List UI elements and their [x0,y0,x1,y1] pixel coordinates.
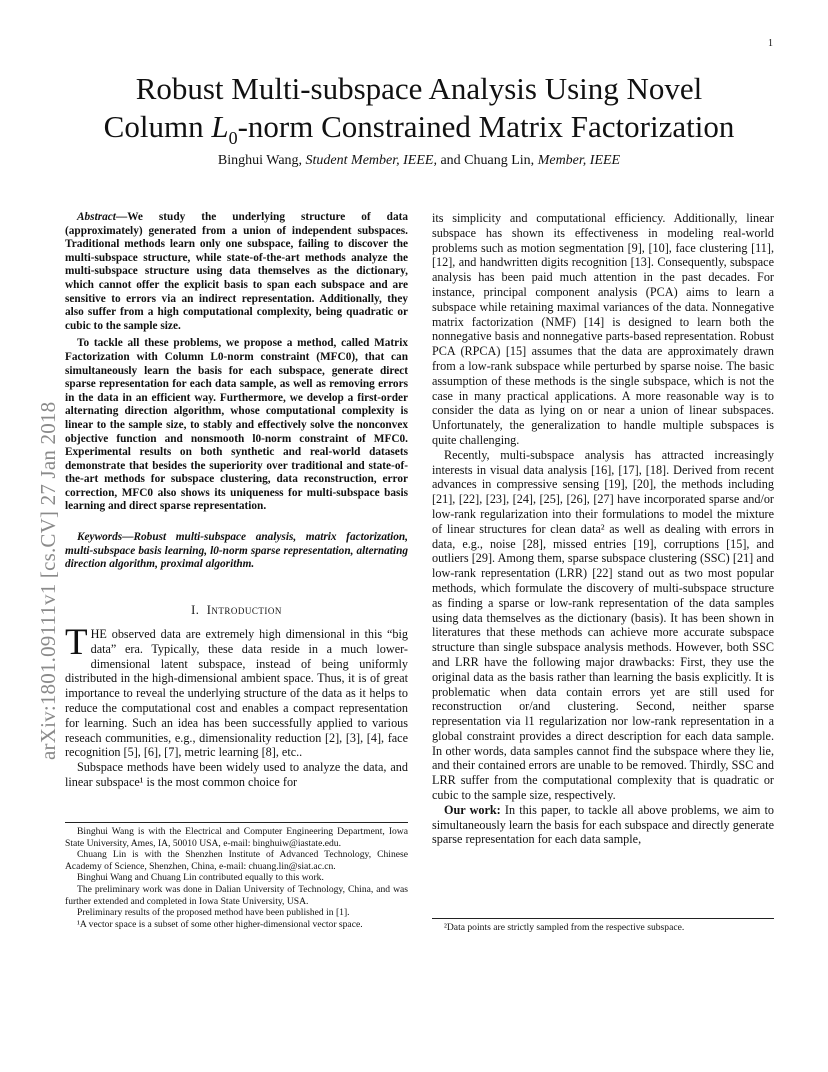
page-number: 1 [768,38,773,49]
drop-cap: T [65,622,88,663]
keywords-label: Keywords [77,531,123,543]
footnote: Binghui Wang is with the Electrical and Computer Engineering Department, Iowa State University, Ames, IA, 50010 USA, e-mail: binghuiw@iastate.edu. [65,826,408,849]
keywords-text: —Robust multi-subspace analysis, matrix factorization, multi-subspace basis learning, l0-norm sparse representation, alternating direction algorithm, proximal algorithm. [65,531,408,571]
abstract-p1: —We study the underlying structure of data (approximately) generated from a union of independent subspaces. Traditional methods learn only one subspace, failing to discover the multi-subspace structure, while state-of-the-art methods analyze the multi-subspace structure using data themselves as the dictionary, which cannot offer the explicit basis to span each subspace and are sensitive to errors via an indirect representation. Additionally, they also suffer from a high computational complexity, being quadratic or cubic to the sample size. [65,211,408,332]
footnote: Binghui Wang and Chuang Lin contributed equally to this work. [77,872,324,884]
intro-p1: HE observed data are extremely high dimensional in this “big data” era. Typically, these data reside in a much lower-dimensional latent subspace, instead of being uniformly distributed in the high-dimensional ambient space. Thus, it is of great importance to reveal the underlying structure of the data as it helps to reduce the computational cost and enables a compact representation for learning. Such an idea has been successfully applied to various reseach communities, e.g., dimensionality reduction [2], [3], [4], face recognition [5], [6], [7], metric learning [8], etc.. [65,627,408,760]
footnote-rule-left [65,822,408,823]
right-p2: Recently, multi-subspace analysis has attracted increasingly interests in visual data analysis [16], [17], [18]. Derived from recent advances in compressive sensing [19], [20], the methods including [21], [22], [23], [24], [25], [26], [27] have incorporated sparse and/or low-rank regularization into their formulations to model the mixture of linear structures for clean data² as well as dealing with errors in data, e.g., noise [28], missed entries [19], corruptions [15], and outliers [29]. Among them, sparse subspace clustering (SSC) [21] and low-rank representation (LRR) [22] stand out as two most popular methods, which formulate the discovery of multi-subspace structure as finding a sparse or low-rank representation of the data samples using data themselves as the dictionary (basis). It has been shown in literatures that these methods can achieve more accurate subspace structure than single subspace analysis methods. However, both SSC and LRR have the following major drawbacks: First, they use the original data as the basis rather than learning the basis explicitly. It is problematic when data contain errors yet are still used for reconstruction or/and clustering. Second, neither sparse representation via l1 regularization nor low-rank representation in a global constraint provides a direct description for each data sample. In other words, data samples cannot find the subspace where they lie, and their contained errors are unable to be removed. Thirdly, SSC and LRR suffer from the computational complexity that is quadratic or cubic to the sample size, respectively. [432,447,774,803]
abstract [65,211,408,518]
right-p3: In this paper, to tackle all above problems, we aim to simultaneously learn the basis for each subspace and directly generate sparse representation for each data sample, [432,802,774,847]
title-line-2: Column $L_0$-norm Constrained Matrix Factorization [103,109,735,149]
abstract-p2: To tackle all these problems, we propose a method, called Matrix Factorization with Column L0-norm constraint (MFC0), that can simultaneously learn the basis for each subspace, generate direct sparse representation for each data sample, as well as removing errors in the data in an efficient way. Furthermore, we develop a first-order alternating direction algorithm, whose computational complexity is linear to the sample size, to stably and effectively solve the nonconvex objective function and nonsmooth l0-norm constraint of MFC0. Experimental results on both synthetic and real-world datasets demonstrate that besides the superiority over traditional and state-of-the-art methods for subspace clustering, data reconstruction, error correction, MFC0 also shows its uniqueness for multi-subspace basis learning and direct sparse representation. [65,337,408,513]
paper-title [60,70,778,157]
keywords [65,531,408,572]
introduction-text [65,622,408,790]
our-work-label: Our work: [444,802,501,817]
right-column-text [432,211,774,847]
footnote: The preliminary work was done in Dalian University of Technology, China, and was further extended and completed in Iowa State University, USA. [65,883,408,907]
title-line-1: Robust Multi-subspace Analysis Using Novel [135,71,703,106]
footnote: Chuang Lin is with the Shenzhen Institute of Advanced Technology, Chinese Academy of Science, Shenzhen, China, e-mail: chuang.lin@siat.ac.cn. [65,849,408,872]
section-heading: I. Introduction [191,603,282,617]
author-line: Binghui Wang, Student Member, IEEE, and Chuang Lin, Member, IEEE [217,153,621,168]
abstract-label: Abstract [77,211,116,223]
footnote: ¹A vector space is a subset of some other higher-dimensional vector space. [77,918,363,930]
arxiv-stamp: arXiv:1801.09111v1 [cs.CV] 27 Jan 2018 [36,401,60,760]
footnote-rule-right [432,918,774,919]
footnotes-left [65,826,408,930]
right-p1: its simplicity and computational efficiency. Additionally, linear subspace has shown its effectiveness in modeling real-world problems such as motion segmentation [9], [10], face clustering [11], [12], and handwritten digits recognition [13]. Consequently, subspace analysis has been paid much attention in the past decades. For instance, principal component analysis (PCA) aims to learn a subspace while retaining maximal variances of the data. Nonnegative matrix factorization (NMF) [14] is designed to learn both the nonnegative basis and nonnegative parts-based representation. Robust PCA (RPCA) [15] assumes that the data are approximately drawn from a low-rank subspace while perturbed by sparse noise. The basic assumption of these methods is the single subspace, which is not the case in many practical applications. A more reasonable way is to consider the data as lying on or near a union of linear subspaces. Unfortunately, the generalization to handle multiple subspaces is quite challenging. [432,211,774,447]
footnote-right: ²Data points are strictly sampled from the respective subspace. [444,922,685,933]
footnote: Preliminary results of the proposed method have been published in [1]. [77,907,350,919]
intro-p2: Subspace methods have been widely used to analyze the data, and linear subspace¹ is the most common choice for [65,760,408,789]
